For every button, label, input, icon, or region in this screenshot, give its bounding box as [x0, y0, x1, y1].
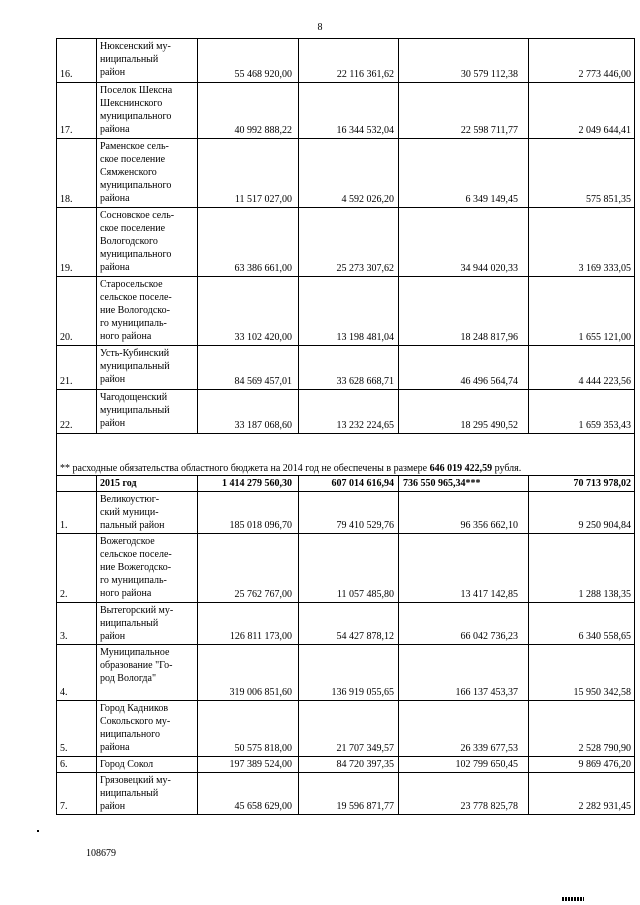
- row-value-3: 23 778 825,78: [399, 772, 529, 814]
- row-number: 22.: [57, 390, 97, 434]
- row-value-3: 22 598 711,77: [399, 83, 529, 139]
- row-value-2: 21 707 349,57: [299, 700, 399, 756]
- row-value-3: 6 349 149,45: [399, 139, 529, 208]
- row-name: Усть-Кубинский муниципальный район: [97, 346, 198, 390]
- row-name: Город Кадников Сокольского му- ниципального района: [97, 700, 198, 756]
- table-row: [57, 277, 635, 346]
- budget-table: [56, 38, 635, 815]
- row-value-1: 25 762 767,00: [198, 533, 299, 602]
- row-number: 2.: [57, 533, 97, 602]
- row-value-2: 25 273 307,62: [299, 208, 399, 277]
- table-row: [57, 700, 635, 756]
- row-value-2: 4 592 026,20: [299, 139, 399, 208]
- row-number: 1.: [57, 491, 97, 533]
- row-name: Вожегодское сельское поселе- ние Вожегодско- го муниципаль- ного района: [97, 533, 198, 602]
- row-value-1: 50 575 818,00: [198, 700, 299, 756]
- row-value-2: 84 720 397,35: [299, 756, 399, 772]
- table-row: [57, 390, 635, 434]
- row-number: 21.: [57, 346, 97, 390]
- row-name: Старосельское сельское поселе- ние Вологодско- го муниципаль- ного района: [97, 277, 198, 346]
- row-value-2: 22 116 361,62: [299, 39, 399, 83]
- row-name: Раменское сель- ское поселение Сямженского муниципального района: [97, 139, 198, 208]
- note-lead: ** расходные обязательства областного бюджета на 2014 год не обеспечены в размере: [60, 462, 430, 474]
- year-total-v1: 1 414 279 560,30: [198, 475, 299, 491]
- note-suffix: рубля.: [492, 462, 522, 474]
- table-row: [57, 83, 635, 139]
- row-value-2: 16 344 532,04: [299, 83, 399, 139]
- row-value-3: 96 356 662,10: [399, 491, 529, 533]
- year-total-v3: 736 550 965,34***: [399, 475, 529, 491]
- row-value-4: 1 659 353,43: [529, 390, 635, 434]
- row-value-2: 54 427 878,12: [299, 602, 399, 644]
- row-value-4: 6 340 558,65: [529, 602, 635, 644]
- note-amount: 646 019 422,59: [429, 462, 493, 474]
- row-value-2: 11 057 485,80: [299, 533, 399, 602]
- row-number: 6.: [57, 756, 97, 772]
- row-value-2: 19 596 871,77: [299, 772, 399, 814]
- row-value-4: 2 049 644,41: [529, 83, 635, 139]
- row-value-4: 3 169 333,05: [529, 208, 635, 277]
- row-number: 19.: [57, 208, 97, 277]
- row-value-2: 13 198 481,04: [299, 277, 399, 346]
- row-name: Сосновское сель- ское поселение Вологодского муниципального района: [97, 208, 198, 277]
- row-name: Город Сокол: [97, 756, 198, 772]
- row-number: 5.: [57, 700, 97, 756]
- row-value-4: 1 655 121,00: [529, 277, 635, 346]
- row-value-3: 46 496 564,74: [399, 346, 529, 390]
- row-number: 3.: [57, 602, 97, 644]
- row-value-3: 13 417 142,85: [399, 533, 529, 602]
- row-name: Вытегорский му- ниципальный район: [97, 602, 198, 644]
- note-section: [57, 434, 635, 492]
- table-row: [57, 602, 635, 644]
- rows-2014: [57, 39, 635, 434]
- row-name: Чагодощенский муниципальный район: [97, 390, 198, 434]
- row-number: 18.: [57, 139, 97, 208]
- row-number: 20.: [57, 277, 97, 346]
- row-value-1: 45 658 629,00: [198, 772, 299, 814]
- row-value-3: 30 579 112,38: [399, 39, 529, 83]
- table-row: [57, 644, 635, 700]
- row-value-4: 2 282 931,45: [529, 772, 635, 814]
- row-value-1: 84 569 457,01: [198, 346, 299, 390]
- row-value-4: 9 869 476,20: [529, 756, 635, 772]
- row-value-1: 33 102 420,00: [198, 277, 299, 346]
- table-row: [57, 772, 635, 814]
- row-value-4: 9 250 904,84: [529, 491, 635, 533]
- row-value-4: 2 773 446,00: [529, 39, 635, 83]
- row-number: 7.: [57, 772, 97, 814]
- row-value-4: 575 851,35: [529, 139, 635, 208]
- row-value-1: 40 992 888,22: [198, 83, 299, 139]
- row-value-3: 102 799 650,45: [399, 756, 529, 772]
- row-value-1: 197 389 524,00: [198, 756, 299, 772]
- row-number: 16.: [57, 39, 97, 83]
- row-value-4: 15 950 342,58: [529, 644, 635, 700]
- row-name: Грязовецкий му- ниципальный район: [97, 772, 198, 814]
- row-name: Нюксенский му- ниципальный район: [97, 39, 198, 83]
- year-total-v4: 70 713 978,02: [529, 475, 635, 491]
- table-row: [57, 533, 635, 602]
- row-value-2: 136 919 055,65: [299, 644, 399, 700]
- row-value-1: 55 468 920,00: [198, 39, 299, 83]
- row-value-3: 166 137 453,37: [399, 644, 529, 700]
- row-value-4: 4 444 223,56: [529, 346, 635, 390]
- row-value-1: 126 811 173,00: [198, 602, 299, 644]
- table-row: [57, 39, 635, 83]
- row-value-3: 18 248 817,96: [399, 277, 529, 346]
- note-text: [57, 462, 635, 476]
- row-value-3: 26 339 677,53: [399, 700, 529, 756]
- row-value-1: 319 006 851,60: [198, 644, 299, 700]
- row-value-2: 79 410 529,76: [299, 491, 399, 533]
- table-row: [57, 756, 635, 772]
- row-value-4: 1 288 138,35: [529, 533, 635, 602]
- scan-dot: [37, 830, 39, 832]
- row-value-3: 18 295 490,52: [399, 390, 529, 434]
- footer-code: 108679: [86, 848, 116, 859]
- row-value-1: 63 386 661,00: [198, 208, 299, 277]
- table-row: [57, 139, 635, 208]
- row-value-2: 13 232 224,65: [299, 390, 399, 434]
- row-value-4: 2 528 790,90: [529, 700, 635, 756]
- row-name: Великоустюг- ский муници- пальный район: [97, 491, 198, 533]
- page-number: 8: [317, 22, 323, 33]
- row-value-1: 185 018 096,70: [198, 491, 299, 533]
- table-row: [57, 208, 635, 277]
- row-name: Муниципальное образование "Го- род Вологда": [97, 644, 198, 700]
- row-value-1: 33 187 068,60: [198, 390, 299, 434]
- table-row: [57, 491, 635, 533]
- row-number: 17.: [57, 83, 97, 139]
- row-number: 4.: [57, 644, 97, 700]
- row-value-3: 66 042 736,23: [399, 602, 529, 644]
- year-label: 2015 год: [97, 475, 198, 491]
- row-value-2: 33 628 668,71: [299, 346, 399, 390]
- year-total-row: [57, 475, 635, 491]
- row-value-1: 11 517 027,00: [198, 139, 299, 208]
- rows-2015: [57, 491, 635, 814]
- year-total-v2: 607 014 616,94: [299, 475, 399, 491]
- row-value-3: 34 944 020,33: [399, 208, 529, 277]
- barcode-mark: [562, 897, 584, 901]
- row-name: Поселок Шексна Шекснинского муниципального района: [97, 83, 198, 139]
- table-row: [57, 346, 635, 390]
